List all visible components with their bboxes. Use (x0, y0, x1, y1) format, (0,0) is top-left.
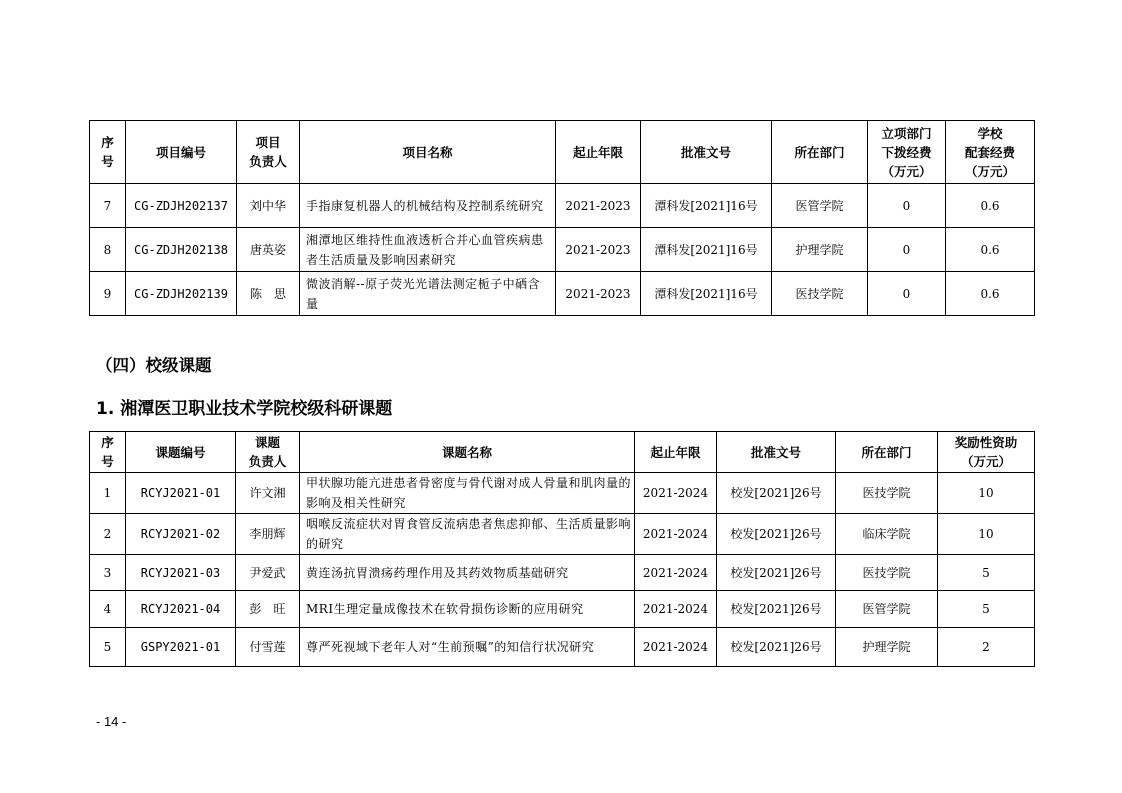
header-leader: 课题 负责人 (236, 432, 300, 473)
cell-leader: 陈 思 (237, 272, 300, 316)
cell-code: CG-ZDJH202138 (126, 228, 237, 272)
cell-period: 2021-2023 (556, 272, 641, 316)
cell-name: 湘潭地区维持性血液透析合并心血管疾病患者生活质量及影响因素研究 (300, 228, 556, 272)
cell-code: RCYJ2021-04 (126, 591, 236, 628)
header-approval: 批准文号 (641, 121, 772, 184)
table-row (90, 272, 1035, 316)
cell-leader: 彭 旺 (236, 591, 300, 628)
cell-name: 尊严死视域下老年人对“生前预嘱”的知信行状况研究 (300, 628, 635, 667)
header-code: 项目编号 (126, 121, 237, 184)
cell-dept: 医技学院 (836, 555, 938, 591)
table-row (90, 555, 1035, 591)
cell-dept: 护理学院 (772, 228, 868, 272)
cell-seq: 5 (90, 628, 126, 667)
cell-approval: 潭科发[2021]16号 (641, 228, 772, 272)
header-fund: 奖励性资助 （万元） (938, 432, 1035, 473)
cell-code: RCYJ2021-03 (126, 555, 236, 591)
cell-leader: 许文湘 (236, 473, 300, 514)
cell-gov-fund: 0 (868, 228, 946, 272)
cell-leader: 付雪莲 (236, 628, 300, 667)
cell-approval: 潭科发[2021]16号 (641, 184, 772, 228)
header-school-fund: 学校 配套经费 （万元） (946, 121, 1035, 184)
cell-leader: 唐英姿 (237, 228, 300, 272)
cell-leader: 刘中华 (237, 184, 300, 228)
cell-dept: 医管学院 (836, 591, 938, 628)
table-row (90, 473, 1035, 514)
cell-name: 微波消解--原子荧光光谱法测定栀子中硒含量 (300, 272, 556, 316)
cell-seq: 8 (90, 228, 126, 272)
cell-period: 2021-2024 (635, 473, 717, 514)
cell-name: MRI生理定量成像技术在软骨损伤诊断的应用研究 (300, 591, 635, 628)
subsection-heading: 1. 湘潭医卫职业技术学院校级科研课题 (96, 399, 393, 419)
cell-approval: 校发[2021]26号 (717, 591, 836, 628)
header-period: 起止年限 (556, 121, 641, 184)
cell-dept: 临床学院 (836, 514, 938, 555)
table-row (90, 184, 1035, 228)
cell-approval: 校发[2021]26号 (717, 555, 836, 591)
cell-seq: 7 (90, 184, 126, 228)
cell-seq: 3 (90, 555, 126, 591)
cell-code: RCYJ2021-01 (126, 473, 236, 514)
cell-leader: 李朋辉 (236, 514, 300, 555)
cell-seq: 2 (90, 514, 126, 555)
cell-fund: 10 (938, 514, 1035, 555)
cell-approval: 校发[2021]26号 (717, 628, 836, 667)
header-name: 课题名称 (300, 432, 635, 473)
cell-period: 2021-2024 (635, 628, 717, 667)
cell-school-fund: 0.6 (946, 184, 1035, 228)
cell-seq: 4 (90, 591, 126, 628)
header-gov-fund: 立项部门 下拨经费 （万元） (868, 121, 946, 184)
header-seq: 序 号 (90, 121, 126, 184)
header-code: 课题编号 (126, 432, 236, 473)
header-period: 起止年限 (635, 432, 717, 473)
cell-approval: 潭科发[2021]16号 (641, 272, 772, 316)
cell-name: 手指康复机器人的机械结构及控制系统研究 (300, 184, 556, 228)
cell-fund: 5 (938, 555, 1035, 591)
header-dept: 所在部门 (772, 121, 868, 184)
page-number: - 14 - (96, 714, 127, 729)
header-seq: 序 号 (90, 432, 126, 473)
cell-period: 2021-2024 (635, 591, 717, 628)
cell-code: GSPY2021-01 (126, 628, 236, 667)
cell-dept: 医管学院 (772, 184, 868, 228)
cell-fund: 5 (938, 591, 1035, 628)
cell-school-fund: 0.6 (946, 272, 1035, 316)
cell-dept: 医技学院 (836, 473, 938, 514)
table-row (90, 591, 1035, 628)
cell-code: RCYJ2021-02 (126, 514, 236, 555)
cell-school-fund: 0.6 (946, 228, 1035, 272)
header-name: 项目名称 (300, 121, 556, 184)
cell-name: 咽喉反流症状对胃食管反流病患者焦虑抑郁、生活质量影响的研究 (300, 514, 635, 555)
cell-gov-fund: 0 (868, 184, 946, 228)
school-topic-table (89, 431, 1035, 667)
table-row (90, 514, 1035, 555)
table-header-row (90, 432, 1035, 473)
cell-dept: 护理学院 (836, 628, 938, 667)
header-leader: 项目 负责人 (237, 121, 300, 184)
cell-name: 黄连汤抗胃溃疡药理作用及其药效物质基础研究 (300, 555, 635, 591)
header-dept: 所在部门 (836, 432, 938, 473)
cell-period: 2021-2024 (635, 555, 717, 591)
cell-fund: 10 (938, 473, 1035, 514)
cell-code: CG-ZDJH202139 (126, 272, 237, 316)
cell-approval: 校发[2021]26号 (717, 473, 836, 514)
cell-approval: 校发[2021]26号 (717, 514, 836, 555)
cell-leader: 尹爱武 (236, 555, 300, 591)
cell-name: 甲状腺功能亢进患者骨密度与骨代谢对成人骨量和肌肉量的影响及相关性研究 (300, 473, 635, 514)
cell-dept: 医技学院 (772, 272, 868, 316)
section-heading: （四）校级课题 (96, 356, 212, 375)
table-row (90, 228, 1035, 272)
table-header-row (90, 121, 1035, 184)
table-row (90, 628, 1035, 667)
cell-fund: 2 (938, 628, 1035, 667)
cell-code: CG-ZDJH202137 (126, 184, 237, 228)
cell-period: 2021-2023 (556, 184, 641, 228)
cell-seq: 1 (90, 473, 126, 514)
cell-seq: 9 (90, 272, 126, 316)
header-approval: 批准文号 (717, 432, 836, 473)
cell-period: 2021-2023 (556, 228, 641, 272)
project-table (89, 120, 1035, 316)
cell-gov-fund: 0 (868, 272, 946, 316)
cell-period: 2021-2024 (635, 514, 717, 555)
